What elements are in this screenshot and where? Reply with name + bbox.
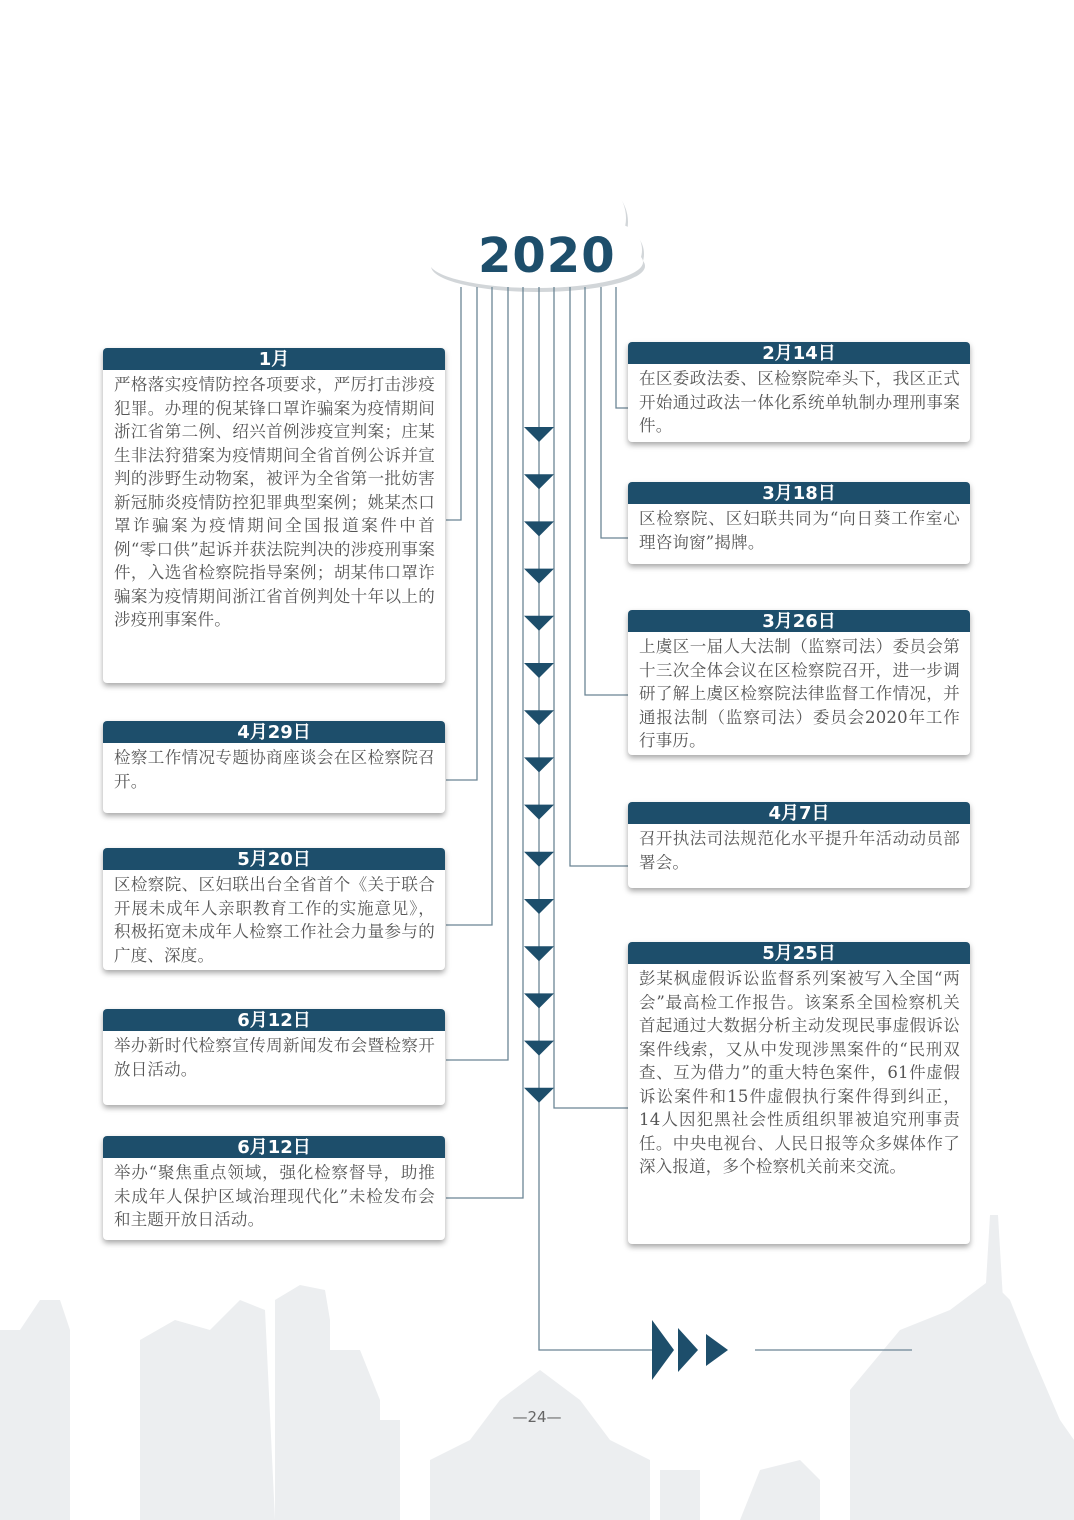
down-arrow-icon: [524, 757, 554, 772]
down-arrow-icon: [524, 427, 554, 442]
event-text: 举办“聚焦重点领域，强化检察督导，助推未成年人保护区域治理现代化”未检发布会和主题开放日活动。: [114, 1163, 435, 1229]
event-text: 严格落实疫情防控各项要求，严厉打击涉疫犯罪。办理的倪某锋口罩诈骗案为疫情期间浙江省第二例、绍兴首例涉疫宣判案；庄某生非法狩猎案为疫情期间全省首例公诉并宣判的涉野生动物案，被评为全省第一批妨害新冠肺炎疫情防控犯罪典型案例；姚某杰口罩诈骗案为疫情期间全国报道案件中首例“零口供”起诉并获法院判决的涉疫刑事案件，入选省检察院指导案例；胡某伟口罩诈骗案为疫情期间浙江省首例判处十年以上的涉疫刑事案件。: [114, 375, 435, 629]
event-date: 6月12日: [103, 1136, 445, 1158]
event-date: 3月26日: [628, 610, 970, 632]
page-number: —24—: [512, 1408, 562, 1426]
event-date: 2月14日: [628, 342, 970, 364]
event-text: 在区委政法委、区检察院牵头下，我区正式开始通过政法一体化系统单轨制办理刑事案件。: [639, 369, 960, 435]
event-card-mar26: [628, 610, 970, 755]
down-arrow-icon: [524, 805, 554, 820]
event-text: 举办新时代检察宣传周新闻发布会暨检察开放日活动。: [114, 1036, 435, 1079]
right-arrow-icon: [652, 1320, 674, 1380]
event-card-apr29: [103, 721, 445, 813]
event-date: 4月29日: [103, 721, 445, 743]
event-card-jan: [103, 348, 445, 683]
down-arrow-icon: [524, 663, 554, 678]
down-arrow-icon: [524, 993, 554, 1008]
event-text: 检察工作情况专题协商座谈会在区检察院召开。: [114, 748, 435, 791]
down-arrow-icon: [524, 569, 554, 584]
skyline-illustration: [0, 1215, 1074, 1520]
down-arrow-icon: [524, 474, 554, 489]
event-card-mar18: [628, 482, 970, 564]
event-date: 1月: [103, 348, 445, 370]
down-arrow-icon: [524, 1088, 554, 1103]
event-date: 4月7日: [628, 802, 970, 824]
event-date: 5月25日: [628, 942, 970, 964]
down-arrow-icon: [524, 521, 554, 536]
event-date: 3月18日: [628, 482, 970, 504]
down-arrow-icon: [524, 899, 554, 914]
event-card-feb14: [628, 342, 970, 442]
right-arrow-icon: [706, 1334, 728, 1366]
year-title: 2020: [478, 228, 616, 284]
down-arrow-icon: [524, 710, 554, 725]
down-arrow-icon: [524, 946, 554, 961]
event-card-apr7: [628, 802, 970, 888]
down-arrow-icon: [524, 1041, 554, 1056]
event-card-may25: [628, 942, 970, 1244]
event-date: 5月20日: [103, 848, 445, 870]
event-text: 彭某枫虚假诉讼监督系列案被写入全国“两会”最高检工作报告。该案系全国检察机关首起通过大数据分析主动发现民事虚假诉讼案件线索，又从中发现涉黑案件的“民刑双查、互为借力”的重大特色案件，61件虚假诉讼案件和15件虚假执行案件得到纠正，14人因犯黑社会性质组织罪被追究刑事责任。中央电视台、人民日报等众多媒体作了深入报道，多个检察机关前来交流。: [639, 969, 960, 1176]
event-text: 上虞区一届人大法制（监察司法）委员会第十三次全体会议在区检察院召开，进一步调研了解上虞区检察院法律监督工作情况，并通报法制（监察司法）委员会2020年工作行事历。: [639, 637, 960, 750]
event-card-may20: [103, 848, 445, 970]
event-date: 6月12日: [103, 1009, 445, 1031]
event-text: 区检察院、区妇联共同为“向日葵工作室心理咨询窗”揭牌。: [639, 509, 960, 552]
right-arrow-icon: [678, 1328, 698, 1372]
event-card-jun12-a: [103, 1009, 445, 1105]
event-card-jun12-b: [103, 1136, 445, 1240]
down-arrow-icon: [524, 616, 554, 631]
down-arrow-icon: [524, 852, 554, 867]
event-text: 区检察院、区妇联出台全省首个《关于联合开展未成年人亲职教育工作的实施意见》，积极拓宽未成年人检察工作社会力量参与的广度、深度。: [114, 875, 435, 965]
event-text: 召开执法司法规范化水平提升年活动动员部署会。: [639, 829, 960, 872]
